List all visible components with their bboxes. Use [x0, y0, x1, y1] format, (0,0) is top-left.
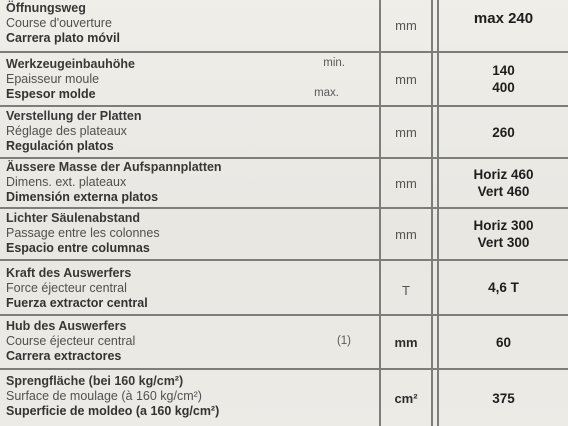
- table-row-mould-area: [0, 370, 568, 426]
- unit-cell: cm²: [381, 370, 433, 426]
- label-german: Lichter Säulenabstand: [6, 211, 141, 225]
- label-cell: [0, 0, 381, 51]
- value: max 240: [473, 10, 534, 27]
- value: 375: [492, 390, 515, 406]
- label-cell: [0, 209, 381, 259]
- label-spanish: Carrera extractores: [6, 349, 122, 363]
- unit-cell: T: [381, 261, 433, 314]
- table-row-tie-bar-spacing: [0, 209, 568, 261]
- label-german: Hub des Auswerfers: [6, 319, 127, 333]
- label-french: Surface de moulage (à 160 kg/cm²): [6, 389, 202, 403]
- value: 260: [492, 124, 515, 140]
- label-spanish: Espesor molde: [6, 87, 96, 101]
- label-german: Verstellung der Platten: [6, 109, 142, 123]
- label-cell: [0, 53, 381, 105]
- label-french: Epaisseur moule: [6, 72, 100, 86]
- label-spanish: Dimensión externa platos: [6, 190, 159, 204]
- table-row-ejector-force: [0, 261, 568, 316]
- value-horizontal: Horiz 300: [473, 218, 534, 233]
- value-cell: [439, 0, 568, 51]
- value-min: 140: [492, 63, 515, 78]
- value-horizontal: Horiz 460: [473, 167, 534, 182]
- label-spanish: Regulación platos: [6, 139, 114, 153]
- label-german: Sprengfläche (bei 160 kg/cm²): [6, 374, 184, 388]
- table-row-mould-height: [0, 53, 568, 107]
- label-spanish: Fuerza extractor central: [6, 296, 148, 310]
- value-cell: [439, 107, 568, 157]
- label-french: Dimens. ext. plateaux: [6, 175, 127, 189]
- label-cell: [0, 159, 381, 207]
- value-cell: [439, 159, 568, 207]
- value: 4,6 T: [488, 280, 519, 295]
- label-spanish: Superficie de moldeo (a 160 kg/cm²): [6, 404, 220, 418]
- unit-cell: mm: [381, 209, 433, 259]
- label-french: Réglage des plateaux: [6, 124, 127, 138]
- value-cell: [439, 261, 568, 314]
- table-row-opening-stroke: [0, 0, 568, 53]
- label-french: Passage entre les colonnes: [6, 226, 160, 240]
- table-row-platen-adjustment: [0, 107, 568, 159]
- value-vertical: Vert 460: [477, 184, 530, 199]
- label-french: Course éjecteur central: [6, 334, 136, 348]
- value-cell: [439, 316, 568, 368]
- label-french: Course d'ouverture: [6, 16, 112, 30]
- label-german: Öffnungsweg: [6, 1, 86, 15]
- label-spanish: Espacio entre columnas: [6, 241, 150, 255]
- label-cell: [0, 261, 381, 314]
- unit-cell: mm: [381, 316, 433, 368]
- label-cell: [0, 316, 381, 368]
- unit-cell: mm: [381, 53, 433, 105]
- value-max: 400: [492, 80, 515, 95]
- label-german: Äussere Masse der Aufspannplatten: [6, 160, 222, 174]
- label-spanish: Carrera plato móvil: [6, 31, 120, 45]
- value: 60: [495, 334, 512, 350]
- label-cell: [0, 370, 381, 426]
- label-german: Werkzeugeinbauhöhe: [6, 57, 135, 71]
- value-cell: [439, 370, 568, 426]
- unit-cell: mm: [381, 0, 433, 51]
- label-french: Force éjecteur central: [6, 281, 127, 295]
- value-vertical: Vert 300: [477, 235, 530, 250]
- value-cell: [439, 53, 568, 105]
- note-max: max.: [314, 87, 339, 99]
- note-min: min.: [323, 57, 345, 69]
- label-cell: [0, 107, 381, 157]
- value-cell: [439, 209, 568, 259]
- unit-cell: mm: [381, 159, 433, 207]
- table-row-ejector-stroke: [0, 316, 568, 370]
- footnote-marker: (1): [336, 335, 351, 347]
- table-row-platen-dimensions: [0, 159, 568, 209]
- unit-cell: mm: [381, 107, 433, 157]
- label-german: Kraft des Auswerfers: [6, 266, 132, 280]
